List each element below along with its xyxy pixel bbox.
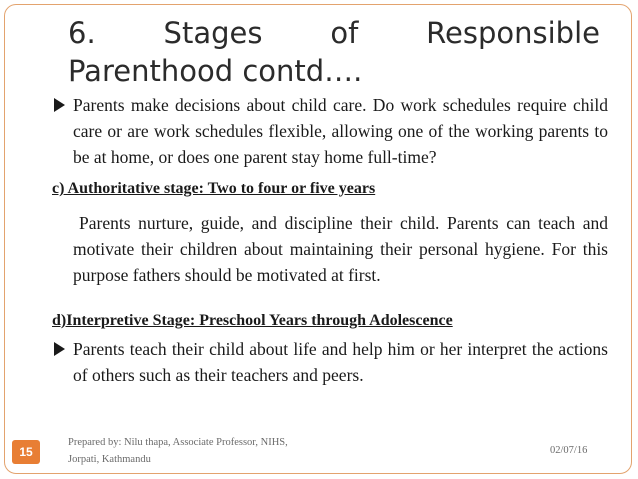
arrow-bullet-icon: [54, 342, 65, 356]
footer-credit: [68, 434, 288, 468]
bullet-text: Parents teach their child about life and help him or her interpret the actions of others such as their teachers and peers.: [73, 339, 608, 385]
slide-body: [52, 92, 608, 388]
title-word: Stages: [163, 16, 263, 50]
page-number-badge: 15: [12, 440, 40, 464]
footer-date: 02/07/16: [550, 445, 588, 456]
title-word: Responsible: [426, 16, 600, 50]
title-line-1: [68, 14, 600, 52]
bullet-text: Parents make decisions about child care. Do work schedules require child care or are work schedules flexible, allowing one of the working parents to be at home, or does one parent stay home full-time?: [73, 95, 608, 167]
footer-line-2: Jorpati, Kathmandu: [68, 454, 151, 465]
section-heading-c: c) Authoritative stage: Two to four or five years: [52, 180, 376, 197]
title-word: 6.: [68, 16, 96, 50]
bullet-item: [52, 92, 608, 170]
title-line-2: Parenthood contd….: [68, 54, 363, 88]
slide-title: [68, 14, 600, 90]
title-word: of: [330, 16, 359, 50]
section-paragraph-c: Parents nurture, guide, and discipline their child. Parents can teach and motivate their children about maintaining their personal hygiene. For this purpose fathers should be motivated at first.: [73, 213, 608, 285]
footer-line-1: Prepared by: Nilu thapa, Associate Professor, NIHS,: [68, 437, 288, 448]
bullet-item: [52, 336, 608, 388]
arrow-bullet-icon: [54, 98, 65, 112]
section-heading-d: d)Interpretive Stage: Preschool Years through Adolescence: [52, 312, 453, 329]
